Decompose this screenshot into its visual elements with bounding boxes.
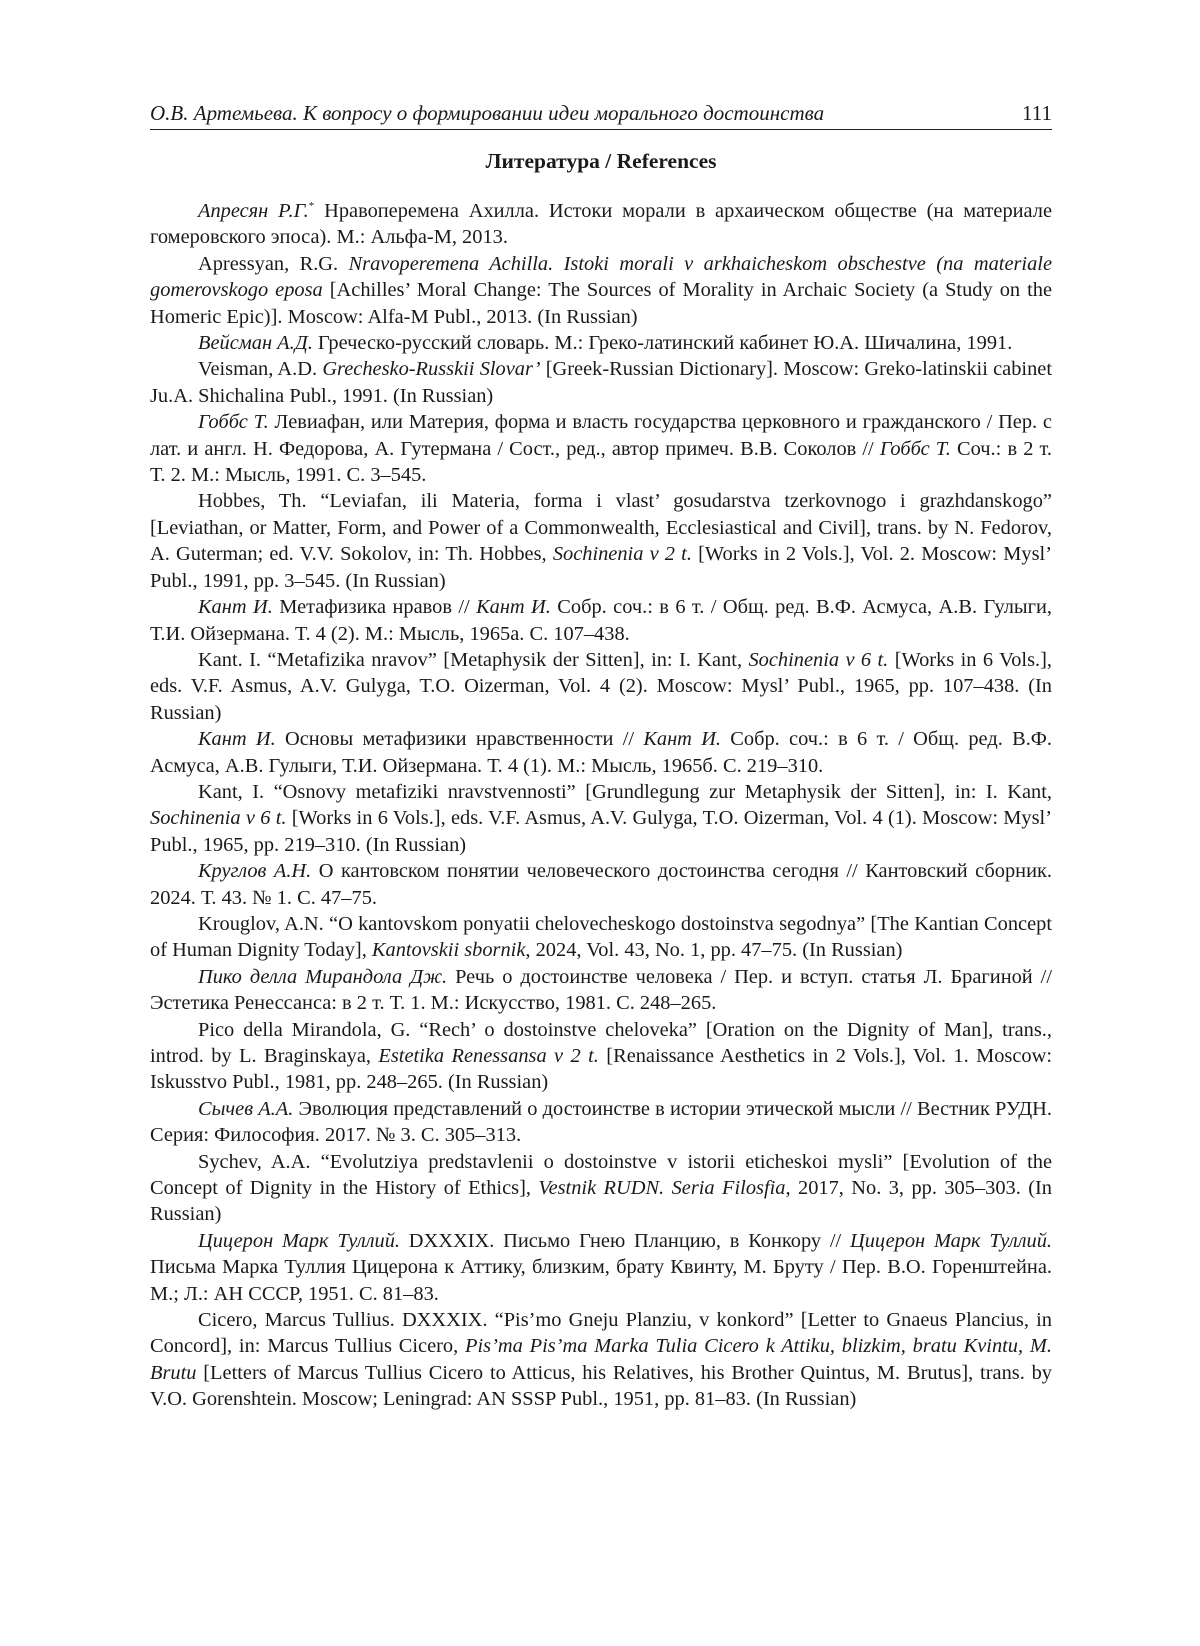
reference-text: , 2017, No. 3, pp. 305–303. (In Russian) xyxy=(150,1177,1053,1226)
reference-italic-text: Кант И. xyxy=(198,596,273,619)
reference-entry xyxy=(150,858,1052,911)
reference-text: Левиафан, или Материя, форма и власть государства церковного и гражданского / Пер. с лат. и англ. Н. Федорова, А. Гутермана / Сост., ред., автор примеч. В.В. Соколов // xyxy=(150,411,1052,460)
page-number: 111 xyxy=(1022,101,1052,125)
reference-text: Соч.: в 2 т. Т. 2. М.: Мысль, 1991. С. 3–545. xyxy=(150,437,1052,487)
reference-entry xyxy=(150,1096,1052,1149)
reference-text: Sychev, A.A. “Evolutziya predstavlenii o dostoinstve v istorii eticheskoi mysli” [Evolution of the Concept of Dignity in the History of Ethics], xyxy=(150,1150,1052,1200)
reference-entry xyxy=(150,594,1052,647)
reference-text: Основы метафизики нравственности // xyxy=(275,728,644,751)
reference-text: Речь о достоинстве человека / Пер. и вступ. статья Л. Брагиной // Эстетика Ренессанса: в 2 т. Т. 1. М.: Искусство, 1981. С. 248–265. xyxy=(150,965,1052,1015)
reference-italic-text: Sochinenia v 6 t. xyxy=(748,648,889,671)
reference-entry xyxy=(150,356,1052,409)
reference-italic-text: Кант И. xyxy=(643,728,722,751)
reference-text: Собр. соч.: в 6 т. / Общ. ред. В.Ф. Асмуса, А.В. Гулыги, Т.И. Ойзермана. Т. 4 (1). М.: Мысль, 1965б. С. 219–310. xyxy=(150,728,1052,777)
reference-entry xyxy=(150,964,1052,1017)
reference-italic-text: Nravoperemena Achilla. Istoki morali v arkhaicheskom obschestve (na materiale gomerovskogo eposa xyxy=(150,252,1053,302)
reference-text: DXXXIX. Письмо Гнею Планцию, в Конкору // xyxy=(400,1229,850,1252)
reference-italic-text: Estetika Renessansa v 2 t. xyxy=(378,1045,599,1067)
reference-italic-text: Пико делла Мирандола Дж. xyxy=(198,965,448,988)
reference-italic-text: Kantovskii sbornik xyxy=(371,939,526,962)
reference-italic-text: Цицерон Марк Туллий. xyxy=(198,1229,401,1252)
reference-italic-text: Vestnik RUDN. Seria Filosfia xyxy=(538,1177,786,1200)
reference-entry xyxy=(150,1228,1052,1307)
reference-text: [Greek-Russian Dictionary]. Moscow: Greko-latinskii cabinet Ju.A. Shichalina Publ., 1991. (In Russian) xyxy=(150,358,1052,407)
reference-text: Нравоперемена Ахилла. Истоки морали в архаическом обществе (на материале гомеровского эпоса). М.: Альфа-М, 2013. xyxy=(150,200,1053,249)
reference-italic-text: Pis’ma Pis’ma Marka Tulia Cicero k Attiku, blizkim, bratu Kvintu, M. Brutu xyxy=(150,1335,1053,1384)
reference-text: Cicero, Marcus Tullius. DXXXIX. “Pis’mo Gneju Planziu, v konkord” [Letter to Gnaeus Plancius, in Concord], in: Marcus Tullius Cicero, xyxy=(150,1309,1052,1358)
reference-italic-text: Вейсман А.Д. xyxy=(198,332,313,355)
reference-italic-text: Sochinenia v 2 t. xyxy=(552,543,692,566)
reference-text: Эволюция представлений о достоинстве в истории этической мысли // Вестник РУДН. Серия: Философия. 2017. № 3. С. 305–313. xyxy=(150,1097,1052,1147)
reference-italic-text: Цицерон Марк Туллий. xyxy=(849,1229,1052,1252)
reference-text: [Achilles’ Moral Change: The Sources of Morality in Archaic Society (a Study on the Homeric Epic)]. Moscow: Alfa-M Publ., 2013. (In Russian) xyxy=(150,279,1052,328)
reference-italic-text: Кант И. xyxy=(476,596,551,619)
reference-entry xyxy=(150,726,1052,779)
reference-text: [Works in 6 Vols.], eds. V.F. Asmus, A.V. Gulyga, T.O. Oizerman, Vol. 4 (2). Moscow: Mysl’ Publ., 1965, pp. 107–438. (In Russian) xyxy=(150,648,1053,724)
reference-italic-text: Sochinenia v 6 t. xyxy=(150,807,287,830)
reference-text: Kant. I. “Metafizika nravov” [Metaphysik der Sitten], in: I. Kant, xyxy=(198,648,749,671)
reference-italic-text: Круглов А.Н. xyxy=(198,860,312,883)
reference-entry xyxy=(150,1307,1052,1413)
reference-text: Pico della Mirandola, G. “Rech’ o dostoinstve cheloveka” [Oration on the Dignity of Man], trans., introd. by L. Braginskaya, xyxy=(150,1018,1052,1067)
reference-entry xyxy=(150,251,1052,330)
reference-entry xyxy=(150,330,1052,356)
reference-entry xyxy=(150,647,1052,726)
references-list xyxy=(150,198,1052,1413)
reference-italic-text: Кант И. xyxy=(198,728,276,751)
reference-text: Метафизика нравов // xyxy=(272,596,477,619)
reference-text: Собр. соч.: в 6 т. / Общ. ред. В.Ф. Асмуса, А.В. Гулыги, Т.И. Ойзермана. Т. 4 (2). М.: Мысль, 1965а. С. 107–438. xyxy=(150,596,1053,645)
reference-text: Krouglov, A.N. “O kantovskom ponyatii chelovecheskogo dostoinstva segodnya” [The Kantian Concept of Human Dignity Today], xyxy=(150,912,1052,962)
reference-entry xyxy=(150,779,1052,858)
reference-entry xyxy=(150,198,1052,251)
reference-italic-text: Grechesko-Russkii Slovar’ xyxy=(322,358,541,381)
reference-text: Греческо-русский словарь. М.: Греко-латинский кабинет Ю.А. Шичалина, 1991. xyxy=(312,332,1013,355)
running-header xyxy=(150,100,1052,130)
page xyxy=(150,100,1052,1413)
reference-text: Apressyan, R.G. xyxy=(198,252,349,275)
reference-italic-text: Гоббс Т. xyxy=(198,411,269,434)
reference-entry xyxy=(150,911,1052,964)
running-title: О.В. Артемьева. К вопросу о формировании идеи морального достоинства xyxy=(150,101,825,125)
reference-text: [Works in 6 Vols.], eds. V.F. Asmus, A.V. Gulyga, T.O. Oizerman, Vol. 4 (1). Moscow: Mysl’ Publ., 1965, pp. 219–310. (In Russian) xyxy=(150,807,1052,856)
footnote-marker: * xyxy=(308,200,315,213)
section-title: Литература / References xyxy=(485,149,717,173)
reference-italic-text: Апресян Р.Г. xyxy=(198,200,309,222)
reference-text: Kant, I. “Osnovy metafiziki nravstvennosti” [Grundlegung zur Metaphysik der Sitten], in: I. Kant, xyxy=(198,780,1052,803)
reference-italic-text: Сычев А.А. xyxy=(198,1097,294,1120)
reference-text: Hobbes, Th. “Leviafan, ili Materia, forma i vlast’ gosudarstva tzerkovnogo i grazhdanskogo” [Leviathan, or Matter, Form, and Power of a Commonwealth, Ecclesiastical and Civil], trans. by N. Fedorov, A. Guterman; ed. V.V. Sokolov, in: Th. Hobbes, xyxy=(150,490,1052,566)
reference-text: Письма Марка Туллия Цицерона к Аттику, близким, брату Квинту, М. Бруту / Пер. В.О. Горенштейна. М.; Л.: АН СССР, 1951. С. 81–83. xyxy=(150,1256,1052,1305)
reference-entry xyxy=(150,409,1052,488)
reference-text: , 2024, Vol. 43, No. 1, pp. 47–75. (In Russian) xyxy=(525,939,903,962)
reference-text: Veisman, A.D. xyxy=(198,358,323,381)
reference-text: [Renaissance Aesthetics in 2 Vols.], Vol. 1. Moscow: Iskusstvo Publ., 1981, pp. 248–265. (In Russian) xyxy=(150,1045,1052,1094)
reference-italic-text: Гоббс Т. xyxy=(879,437,951,460)
reference-text: [Works in 2 Vols.], Vol. 2. Moscow: Mysl’ Publ., 1991, pp. 3–545. (In Russian) xyxy=(150,543,1052,592)
reference-text: О кантовском понятии человеческого достоинства сегодня // Кантовский сборник. 2024. Т. 43. № 1. С. 47–75. xyxy=(150,860,1052,909)
reference-entry xyxy=(150,1149,1052,1228)
reference-text: [Letters of Marcus Tullius Cicero to Atticus, his Relatives, his Brother Quintus, M. Brutus], trans. by V.O. Gorenshtein. Moscow; Leningrad: AN SSSP Publ., 1951, pp. 81–83. (In Russian) xyxy=(150,1361,1052,1411)
reference-entry xyxy=(150,488,1052,594)
reference-entry xyxy=(150,1017,1052,1096)
